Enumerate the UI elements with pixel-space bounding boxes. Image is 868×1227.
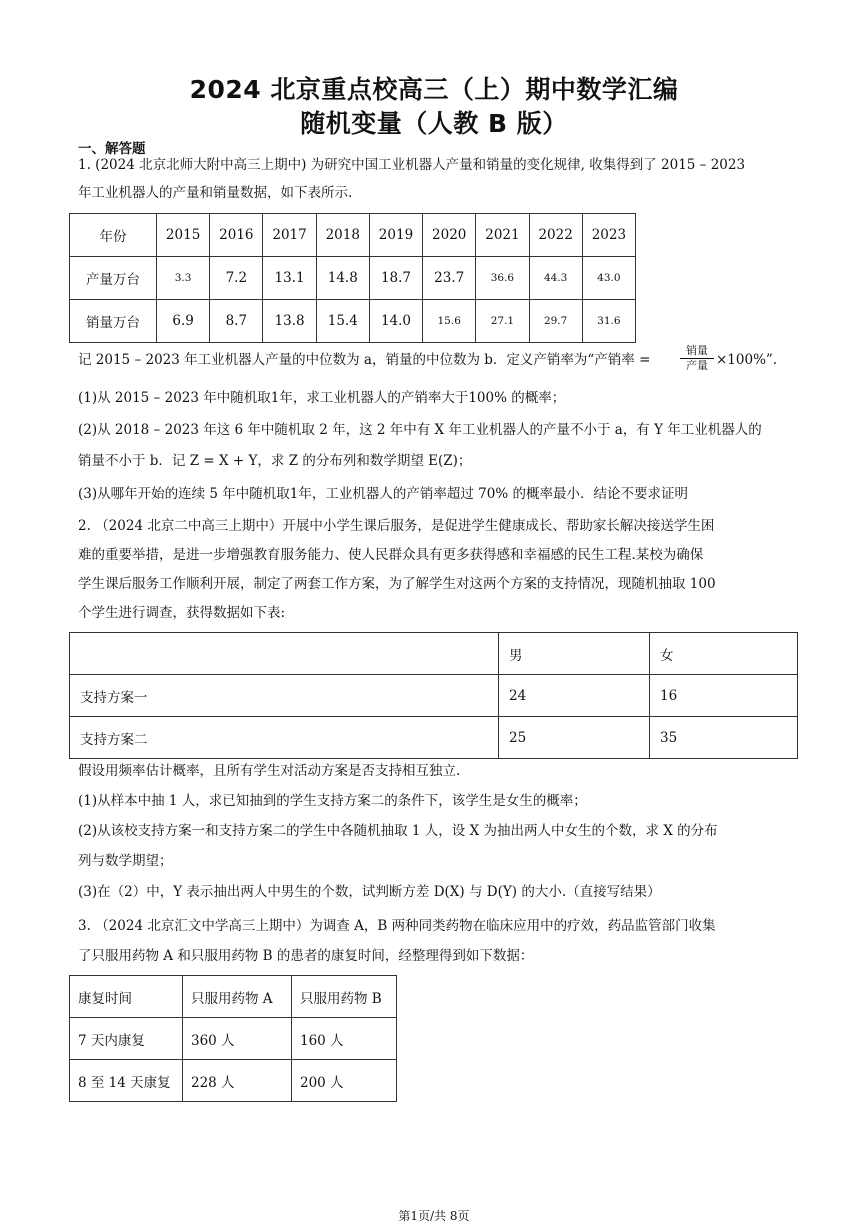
table-cell: 6.9 — [157, 300, 210, 343]
table-cell: 24 — [499, 675, 650, 717]
table-row — [70, 717, 798, 759]
table-cell: 15.4 — [316, 300, 369, 343]
table-cell: 35 — [650, 717, 798, 759]
table-cell: 2021 — [476, 214, 529, 257]
table-cell: 7.2 — [210, 257, 263, 300]
q3-stem-line2: 了只服用药物 A 和只服用药物 B 的患者的康复时间，经整理得到如下数据： — [78, 948, 534, 964]
table-cell: 支持方案二 — [70, 717, 499, 759]
table-cell: 13.1 — [263, 257, 316, 300]
table-cell: 15.6 — [423, 300, 476, 343]
table-row — [70, 257, 636, 300]
table-cell: 44.3 — [529, 257, 582, 300]
q1-part1: (1)从 2015 – 2023 年中随机取1年，求工业机器人的产销率大于100% 的概率； — [78, 390, 566, 406]
table-cell: 只服用药物 B — [292, 976, 397, 1018]
table-cell: 8.7 — [210, 300, 263, 343]
table-cell: 14.0 — [369, 300, 422, 343]
table-cell: 2020 — [423, 214, 476, 257]
table-cell: 160 人 — [292, 1018, 397, 1060]
table-cell: 3.3 — [157, 257, 210, 300]
table-header-row — [70, 633, 798, 675]
document-title-line2: 随机变量（人教 B 版） — [300, 109, 568, 138]
q2-part2-line2: 列与数学期望； — [78, 853, 173, 869]
table-cell: 女 — [650, 633, 798, 675]
table-cell: 228 人 — [183, 1060, 292, 1102]
document-title-line1: 2024 北京重点校高三（上）期中数学汇编 — [189, 75, 679, 104]
table-header-row — [70, 214, 636, 257]
table-cell: 23.7 — [423, 257, 476, 300]
q3-stem-line1: 3. （2024 北京汇文中学高三上期中）为调查 A，B 两种同类药物在临床应用中的疗效，药品监管部门收集 — [78, 918, 716, 934]
q1-part3: (3)从哪年开始的连续 5 年中随机取1年，工业机器人的产销率超过 70% 的概率最小．结论不要求证明 — [78, 486, 688, 502]
q2-assumption: 假设用频率估计概率，且所有学生对活动方案是否支持相互独立. — [78, 763, 461, 779]
q1-stem-line1: 1. (2024 北京北师大附中高三上期中) 为研究中国工业机器人产量和销量的变化规律, 收集得到了 2015 – 2023 — [78, 157, 746, 173]
table-cell: 2019 — [369, 214, 422, 257]
table-cell: 27.1 — [476, 300, 529, 343]
table-cell: 13.8 — [263, 300, 316, 343]
q2-stem-line3: 学生课后服务工作顺利开展，制定了两套工作方案，为了解学生对这两个方案的支持情况，现随机抽取 100 — [78, 576, 716, 592]
q2-part2-line1: (2)从该校支持方案一和支持方案二的学生中各随机抽取 1 人，设 X 为抽出两人中女生的个数，求 X 的分布 — [78, 823, 718, 839]
q2-survey-table — [69, 632, 798, 759]
table-cell: 43.0 — [582, 257, 635, 300]
table-row — [70, 1018, 397, 1060]
page-number-footer: 第1页/共 8页 — [398, 1209, 470, 1223]
table-cell: 29.7 — [529, 300, 582, 343]
table-cell: 36.6 — [476, 257, 529, 300]
table-cell: 7 天内康复 — [70, 1018, 183, 1060]
table-header-row — [70, 976, 397, 1018]
table-cell: 25 — [499, 717, 650, 759]
q1-definition-suffix: ×100%”. — [716, 352, 778, 368]
q2-part1: (1)从样本中抽 1 人，求已知抽到的学生支持方案二的条件下，该学生是女生的概率； — [78, 793, 587, 809]
q1-part2-line2: 销量不小于 b．记 Z = X + Y，求 Z 的分布列和数学期望 E(Z)； — [78, 453, 472, 469]
sales-rate-fraction — [680, 344, 714, 373]
fraction-numerator: 销量 — [680, 344, 714, 359]
table-cell: 16 — [650, 675, 798, 717]
fraction-denominator: 产量 — [686, 359, 708, 372]
table-cell: 销量万台 — [70, 300, 157, 343]
table-cell: 康复时间 — [70, 976, 183, 1018]
table-row — [70, 300, 636, 343]
table-cell: 2023 — [582, 214, 635, 257]
table-cell: 2017 — [263, 214, 316, 257]
table-cell: 2018 — [316, 214, 369, 257]
table-cell: 360 人 — [183, 1018, 292, 1060]
q2-stem-line2: 难的重要举措，是进一步增强教育服务能力、使人民群众具有更多获得感和幸福感的民生工程.某校为确保 — [78, 547, 704, 563]
q1-part2-line1: (2)从 2018 – 2023 年这 6 年中随机取 2 年，这 2 年中有 X 年工业机器人的产量不小于 a，有 Y 年工业机器人的 — [78, 422, 762, 438]
table-cell: 2022 — [529, 214, 582, 257]
q1-stem-line2: 年工业机器人的产量和销量数据，如下表所示. — [78, 185, 353, 201]
table-cell: 产量万台 — [70, 257, 157, 300]
q2-stem-line4: 个学生进行调查，获得数据如下表: — [78, 605, 286, 621]
q2-stem-line1: 2. （2024 北京二中高三上期中）开展中小学生课后服务，是促进学生健康成长、帮助家长解决接送学生困 — [78, 518, 715, 534]
table-cell: 18.7 — [369, 257, 422, 300]
table-cell: 2016 — [210, 214, 263, 257]
table-cell: 31.6 — [582, 300, 635, 343]
table-cell: 年份 — [70, 214, 157, 257]
table-row — [70, 1060, 397, 1102]
table-cell: 男 — [499, 633, 650, 675]
table-cell: 支持方案一 — [70, 675, 499, 717]
table-cell: 8 至 14 天康复 — [70, 1060, 183, 1102]
table-cell — [70, 633, 499, 675]
section-heading: 一、解答题 — [78, 141, 146, 157]
table-cell: 只服用药物 A — [183, 976, 292, 1018]
q1-production-sales-table — [69, 213, 636, 343]
table-row — [70, 675, 798, 717]
table-cell: 2015 — [157, 214, 210, 257]
q2-part3: (3)在（2）中，Y 表示抽出两人中男生的个数，试判断方差 D(X) 与 D(Y) 的大小.（直接写结果） — [78, 884, 661, 900]
q1-definition-line: 记 2015 – 2023 年工业机器人产量的中位数为 a，销量的中位数为 b．定义产销率为“产销率 = — [78, 352, 651, 368]
q3-recovery-table — [69, 975, 397, 1102]
table-cell: 200 人 — [292, 1060, 397, 1102]
table-cell: 14.8 — [316, 257, 369, 300]
